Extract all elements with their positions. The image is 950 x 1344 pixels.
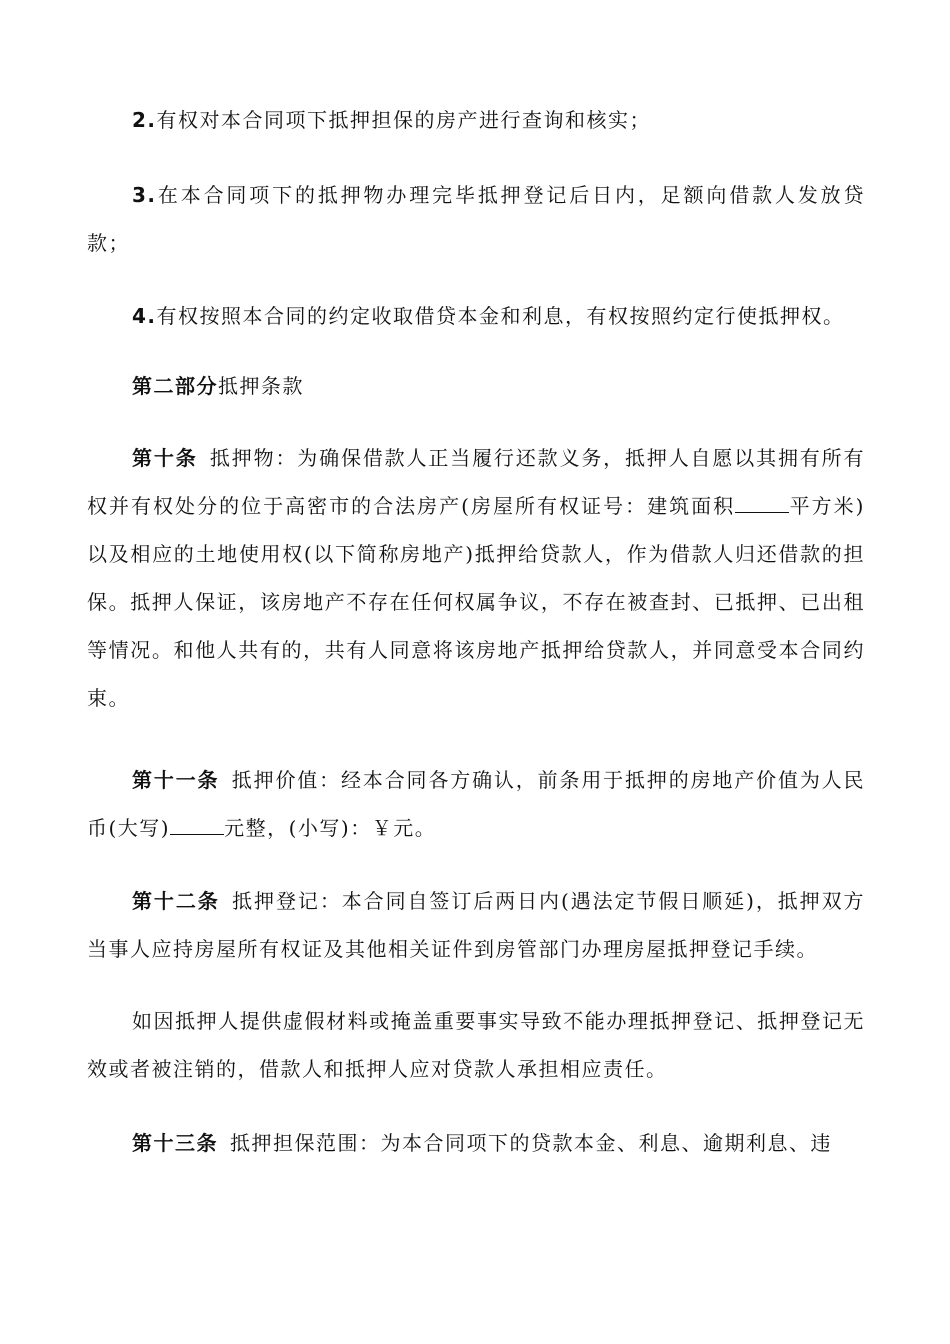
part-label: 第二部分 — [132, 374, 218, 398]
item-text: 有权对本合同项下抵押担保的房产进行查询和核实； — [156, 108, 652, 132]
liability-paragraph — [87, 997, 865, 1093]
clause-4-paragraph — [87, 292, 865, 340]
article-text: 元整，(小写)：￥元。 — [224, 816, 437, 840]
item-text: 有权按照本合同的约定收取借贷本金和利息，有权按照约定行使抵押权。 — [156, 304, 845, 328]
item-text: 在本合同项下的抵押物办理完毕抵押登记后日内，足额向借款人发放贷款； — [87, 183, 865, 255]
article-13-paragraph — [87, 1119, 865, 1167]
article-text: 抵押物：为确保借款人正当履行还款义务，抵押人自愿以其拥有所有权并有权处分的位于高密市的合法房产(房屋所有权证号：建筑面积 — [87, 446, 866, 518]
part-title: 抵押条款 — [218, 374, 304, 398]
article-label: 第十二条 — [132, 889, 220, 913]
item-number: 3. — [132, 183, 157, 207]
article-12-paragraph — [87, 877, 865, 973]
clause-3-paragraph — [87, 171, 865, 267]
article-label: 第十三条 — [132, 1131, 218, 1155]
article-text: 抵押登记：本合同自签订后两日内(遇法定节假日顺延)，抵押双方当事人应持房屋所有权证及其他相关证件到房管部门办理房屋抵押登记手续。 — [87, 889, 866, 961]
article-10-paragraph — [87, 434, 865, 722]
article-text: 平方米)以及相应的土地使用权(以下简称房地产)抵押给贷款人，作为借款人归还借款的担保。抵押人保证，该房地产不存在任何权属争议，不存在被查封、已抵押、已出租等情况。和他人共有的，共有人同意将该房地产抵押给贷款人，并同意受本合同约束。 — [87, 494, 865, 710]
article-text: 抵押担保范围：为本合同项下的贷款本金、利息、逾期利息、违 — [230, 1131, 832, 1155]
article-11-paragraph — [87, 756, 865, 852]
article-label: 第十一条 — [132, 768, 220, 792]
article-text: 抵押价值：经本合同各方确认，前条用于抵押的房地产价值为人民币(大写) — [87, 768, 866, 840]
article-label: 第十条 — [132, 446, 198, 470]
blank-field — [170, 820, 224, 835]
part-two-heading — [87, 362, 865, 410]
item-number: 2. — [132, 108, 157, 132]
item-number: 4. — [132, 304, 157, 328]
paragraph-text: 如因抵押人提供虚假材料或掩盖重要事实导致不能办理抵押登记、抵押登记无效或者被注销的，借款人和抵押人应对贷款人承担相应责任。 — [87, 1009, 865, 1081]
blank-field — [735, 498, 789, 513]
clause-2-paragraph — [87, 96, 865, 144]
